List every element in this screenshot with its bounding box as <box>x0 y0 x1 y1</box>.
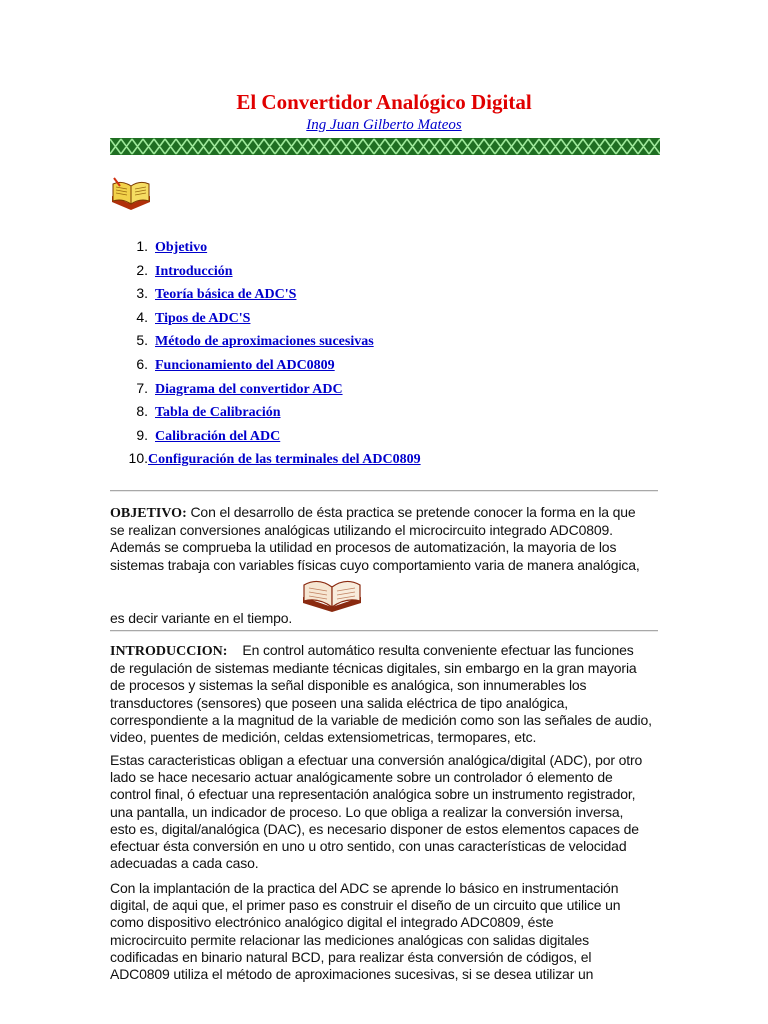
introduccion-text-2: de regulación de sistemas mediante técnicas digitales, sin embargo en la gran mayoria <box>110 660 637 677</box>
toc-number: 3. <box>136 285 148 302</box>
toc-item <box>118 236 421 260</box>
toc-number: 2. <box>136 261 148 278</box>
toc-number: 4. <box>136 308 148 325</box>
toc-item <box>118 425 421 449</box>
open-book-icon <box>110 176 152 212</box>
toc-number: 5. <box>136 332 148 349</box>
paragraph-conversion-line: lado se hace necesario actuar analógicamente sobre un controlador ó elemento de <box>110 769 613 786</box>
paragraph-implantacion-line: como dispositivo electrónico analógico digital el integrado ADC0809, éste <box>110 914 554 931</box>
divider <box>110 630 658 632</box>
paragraph-implantacion-line: ADC0809 utiliza el método de aproximaciones sucesivas, si se desea utilizar un <box>110 966 594 983</box>
toc-number: 7. <box>136 379 148 396</box>
objetivo-text-2: se realizan conversiones analógicas utilizando el microcircuito integrado ADC0809. <box>110 522 613 539</box>
objetivo-text-1: Con el desarrollo de ésta practica se pretende conocer la forma en la que <box>186 504 636 520</box>
paragraph-implantacion-line: digital, de aqui que, el primer paso es construir el diseño de un circuito que utilice un <box>110 897 621 914</box>
toc-item <box>118 448 421 472</box>
introduccion-text-3: de procesos y sistemas la señal disponible es analógica, son innumerables los <box>110 677 587 694</box>
paragraph-conversion-line: Estas caracteristicas obligan a efectuar una conversión analógica/digital (ADC), por otro <box>110 752 643 768</box>
toc-number: 6. <box>136 355 148 372</box>
paragraph-conversion-line: una pantalla, un indicador de proceso. Lo que obliga a realizar la conversión inversa, <box>110 803 624 820</box>
toc-link[interactable]: Teoría básica de ADC'S <box>155 287 297 303</box>
toc-link[interactable]: Diagrama del convertidor ADC <box>155 381 343 397</box>
introduccion-text-1: En control automático resulta conveniente efectuar las funciones <box>227 642 634 658</box>
toc-link[interactable]: Tabla de Calibración <box>155 405 281 421</box>
toc-number: 8. <box>136 403 148 420</box>
table-of-contents <box>118 236 421 472</box>
introduccion-heading: INTRODUCCION: <box>110 644 228 659</box>
introduccion-section <box>110 642 662 746</box>
paragraph-conversion <box>110 752 662 872</box>
toc-item <box>118 283 421 307</box>
open-book-icon <box>301 575 363 613</box>
toc-link[interactable]: Método de aproximaciones sucesivas <box>155 334 374 350</box>
author-link[interactable]: Ing Juan Gilberto Mateos <box>306 117 462 133</box>
paragraph-conversion-line: control final, ó efectuar una representación analógica sobre un instrumento registrador, <box>110 786 636 803</box>
toc-item <box>118 307 421 331</box>
paragraph-conversion-line: efectuar ésta conversión en uno u otro sentido, con unas características de velocidad <box>110 838 627 855</box>
decorative-banner <box>110 138 660 155</box>
paragraph-implantacion-line: codificadas en binario natural BCD, para realizar ésta conversión de códigos, el <box>110 948 592 965</box>
toc-link[interactable]: Configuración de las terminales del ADC0809 <box>148 452 421 468</box>
toc-item <box>118 330 421 354</box>
paragraph-implantacion <box>110 880 662 983</box>
toc-number: 10. <box>128 450 148 467</box>
paragraph-conversion-line: adecuadas a cada caso. <box>110 855 259 872</box>
objetivo-text-3: Además se comprueba la utilidad en procesos de automatización, la mayoria de los <box>110 539 617 556</box>
toc-link[interactable]: Calibración del ADC <box>155 428 281 444</box>
toc-link[interactable]: Introducción <box>155 263 233 279</box>
toc-number: 9. <box>136 426 148 443</box>
toc-item <box>118 260 421 284</box>
toc-item <box>118 354 421 378</box>
toc-link[interactable]: Objetivo <box>155 240 208 255</box>
toc-link[interactable]: Tipos de ADC'S <box>155 310 251 326</box>
paragraph-conversion-line: esto es, digital/analógica (DAC), es necesario disponer de estos elementos capaces de <box>110 820 639 837</box>
objetivo-section <box>110 504 662 574</box>
objetivo-heading: OBJETIVO: <box>110 506 187 521</box>
toc-link[interactable]: Funcionamiento del ADC0809 <box>155 357 335 373</box>
page-title: El Convertidor Analógico Digital <box>236 90 532 114</box>
objetivo-text-4: sistemas trabaja con variables físicas cuyo comportamiento varia de manera analógica, <box>110 556 640 573</box>
objetivo-text-5: es decir variante en el tiempo. <box>110 610 293 626</box>
paragraph-implantacion-line: microcircuito permite relacionar las mediciones analógicas con salidas digitales <box>110 931 590 948</box>
toc-item <box>118 401 421 425</box>
introduccion-text-4: transductores (sensores) que poseen una salida eléctrica de tipo analógica, <box>110 694 569 711</box>
introduccion-text-5: correspondiente a la magnitud de la variable de medición como son las señales de audio, <box>110 711 652 728</box>
paragraph-implantacion-line: Con la implantación de la practica del ADC se aprende lo básico en instrumentación <box>110 880 619 896</box>
introduccion-text-6: video, puentes de medición, celdas extensiometricas, termopares, etc. <box>110 729 537 746</box>
toc-item <box>118 378 421 402</box>
divider <box>110 490 658 492</box>
toc-number: 1. <box>136 238 148 254</box>
